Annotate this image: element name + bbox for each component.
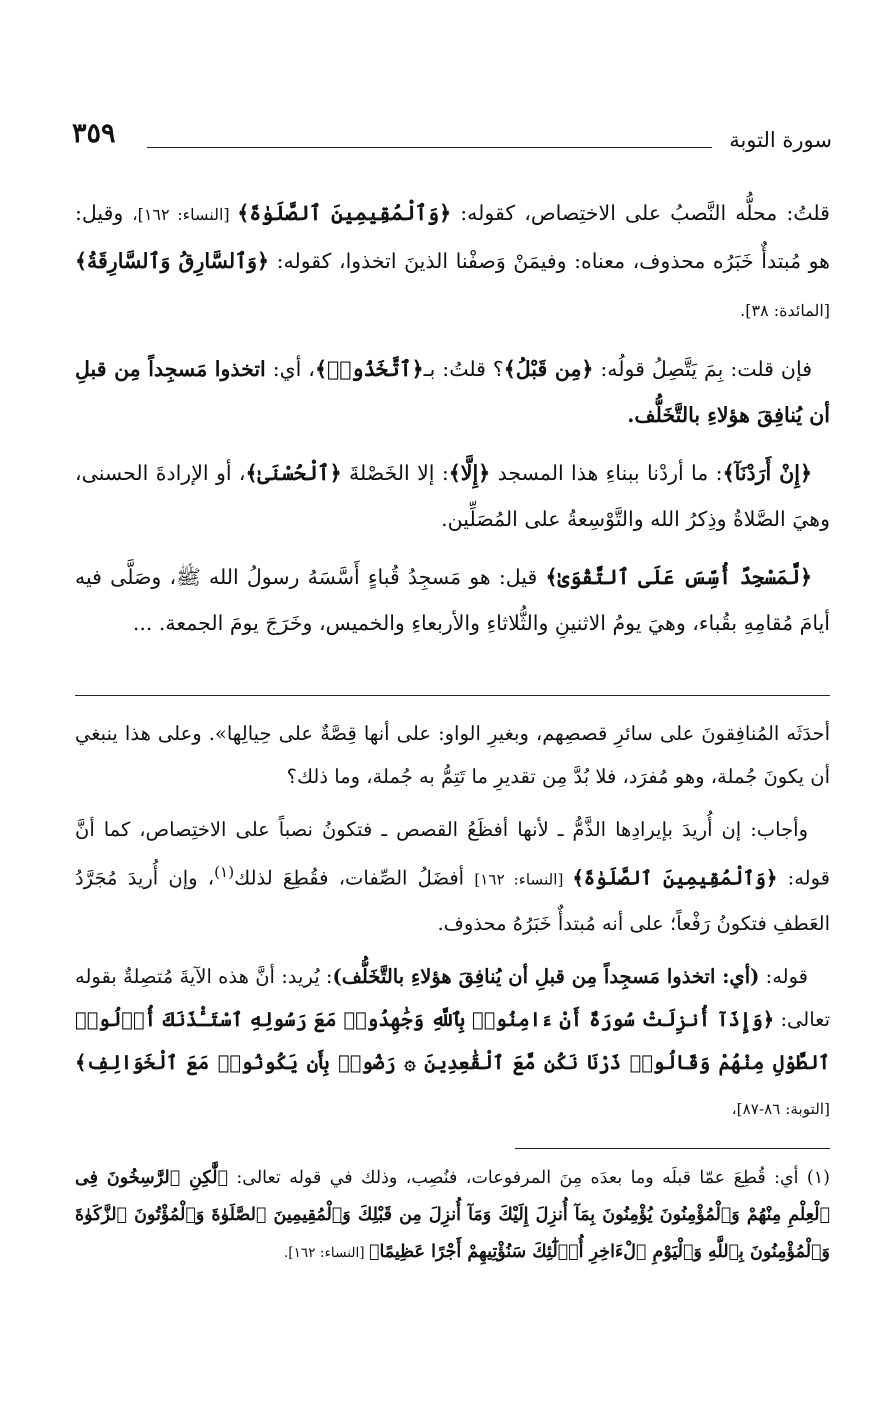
- quran-quote: ﴿وَإِذَآ أُنزِلَتْ سُورَةٌ أَنْ ءَامِنُوا۟ بِٱللَّهِ وَجَٰهِدُوا۟ مَعَ رَسُولِهِ ٱسْتَـْٔذَنَكَ أُو۟لُوا۟ ٱلطَّوْلِ مِنْهُمْ وَقَالُوا۟ ذَرْنَا نَكُن مَّعَ ٱلْقَٰعِدِينَ ۞ رَضُوا۟ بِأَن يَكُونُوا۟ مَعَ ٱلْخَوَالِفِ﴾: [75, 1007, 830, 1074]
- footnote-divider: [515, 1148, 830, 1149]
- quran-quote: ﴿وَٱلسَّارِقُ وَٱلسَّارِقَةُ﴾: [75, 249, 270, 273]
- text: فإن قلت: بِمَ يَتَّصِلُ قولُه:: [593, 357, 812, 381]
- main-text: [75, 190, 830, 658]
- text: : إلا الخَصْلةَ: [341, 461, 449, 485]
- bold-text: (أي: اتخذوا مَسجِداً مِن قبلِ أن يُنافِقَ هؤلاءِ بالتَّخَلُّف): [332, 964, 760, 988]
- page-number: ٣٥٩: [72, 118, 116, 149]
- footnotes: [75, 1160, 830, 1272]
- running-title: سورة التوبة: [729, 128, 832, 152]
- text: قيل: هو مَسجِدُ قُباءٍ أَسَّسَهُ رسولُ الله ﷺ، وصَلَّى فيه أيامَ مُقامِهِ بقُباء، وهيَ يومُ الاثنينِ والثُّلاثاءِ والأربعاءِ والخميس، وخَرَجَ يومَ الجمعة. ...: [75, 565, 830, 635]
- commentary-paragraph-1: أحدَثَه المُنافِقونَ على سائرِ قصصِهم، وبغيرِ الواو: على أنها قِصَّةٌ على حِيالِها». وعلى هذا ينبغي أن يكونَ جُملة، وهو مُفرَد، فلا بُدَّ مِن تقديرِ ما تَتِمُّ به جُملة، وما ذلك؟: [75, 722, 830, 788]
- text: : يُريد: أنَّ هذه الآيةَ مُتصِلةٌ بقوله تعالى:: [75, 964, 830, 1031]
- commentary-text: [75, 712, 830, 1141]
- commentary-paragraph-3: [75, 955, 830, 1131]
- text: أفضَلُ الصِّفات، فقُطِعَ لذلك: [234, 866, 475, 890]
- bold-text: اتخذوا مَسجِداً مِن قبلِ أن يُنافِقَ هؤلاءِ بالتَّخَلُّف.: [75, 357, 830, 427]
- main-paragraph-4: [75, 554, 830, 646]
- reference: [النساء: ١٦٢]: [474, 870, 573, 889]
- text: وقيل: هو مُبتدأٌ خَبَرُه محذوف، معناه: وفيمَنْ وَصفْنا الذينَ اتخذوا، كقوله:: [75, 201, 830, 273]
- text: ، أو الإرادةَ الحسنى، وهيَ الصَّلاةُ وذِكرُ الله والتَّوْسِعةُ على المُصَلِّين.: [75, 461, 830, 531]
- footnote-marker: (١): [214, 863, 235, 881]
- quran-quote: ﴿إِنْ أَرَدْنَآ﴾: [722, 461, 813, 485]
- quran-quote: ﴿وَٱلْمُقِيمِينَ ٱلصَّلَوٰةَ﴾: [572, 866, 778, 890]
- quran-quote: ﴿ٱتَّخَذُوا۟﴾: [314, 357, 424, 381]
- quran-quote: ﴿ٱلْحُسْنَىٰ﴾: [245, 461, 342, 485]
- text: (١) أي: قُطِعَ عمّا قبلَه وما بعدَه مِنَ المرفوعات، فنُصِب، وذلك في قوله تعالى:: [227, 1168, 830, 1188]
- text: وأجاب: إن أُريدَ بإيرادِها الذَّمُّ ـ لأنها أفظَعُ القصص ـ فتكونُ نصباً على الاختِصاص، كما أنَّ قوله:: [75, 818, 830, 890]
- page-header: [72, 118, 832, 158]
- quran-quote: ﴿لَّٰكِنِ ٱلرَّٰسِخُونَ فِى ٱلْعِلْمِ مِنْهُمْ وَٱلْمُؤْمِنُونَ يُؤْمِنُونَ بِمَآ أُنزِلَ إِلَيْكَ وَمَآ أُنزِلَ مِن قَبْلِكَ وَٱلْمُقِيمِينَ ٱلصَّلَوٰةَ وَٱلْمُؤْتُونَ ٱلزَّكَوٰةَ وَٱلْمُؤْمِنُونَ بِٱللَّهِ وَٱلْيَوْمِ ٱلْءَاخِرِ أُو۟لَٰٓئِكَ سَنُؤْتِيهِمْ أَجْرًا عَظِيمًا﴾: [75, 1168, 830, 1262]
- section-divider: [75, 695, 830, 696]
- commentary-paragraph-2: [75, 808, 830, 945]
- text: ، أي:: [265, 357, 315, 381]
- main-paragraph-1: [75, 190, 830, 334]
- reference: [المائدة: ٣٨].: [740, 301, 830, 320]
- header-rule: [147, 147, 712, 148]
- text: قوله:: [759, 964, 808, 988]
- reference: [النساء: ١٦٢].: [283, 1245, 369, 1261]
- main-paragraph-2: [75, 346, 830, 438]
- quran-quote: ﴿وَٱلْمُقِيمِينَ ٱلصَّلَوٰةَ﴾: [237, 201, 452, 225]
- quran-quote: ﴿مِن قَبْلُ﴾: [503, 357, 594, 381]
- reference: [النساء: ١٦٢]،: [132, 205, 238, 224]
- quran-quote: ﴿لَّمَسْجِدٌ أُسِّسَ عَلَى ٱلتَّقْوَىٰ﴾: [545, 565, 812, 589]
- footnote-1: [75, 1160, 830, 1272]
- quran-quote: ﴿إِلَّا﴾: [448, 461, 491, 485]
- reference: [التوبة: ٨٦-٨٧]،: [731, 1099, 830, 1118]
- text: : ما أردْنا ببناءِ هذا المسجد: [490, 461, 723, 485]
- text: ، وإن أُريدَ مُجَرَّدُ العَطفِ فتكونُ رَفْعاً؛ على أنه مُبتدأٌ خَبَرُهُ محذوف.: [75, 866, 830, 935]
- text: قلتُ: محلُّه النَّصبُ على الاختِصاص، كقوله:: [451, 201, 830, 225]
- text: ؟ قلتُ: بـ: [423, 357, 504, 381]
- main-paragraph-3: [75, 450, 830, 542]
